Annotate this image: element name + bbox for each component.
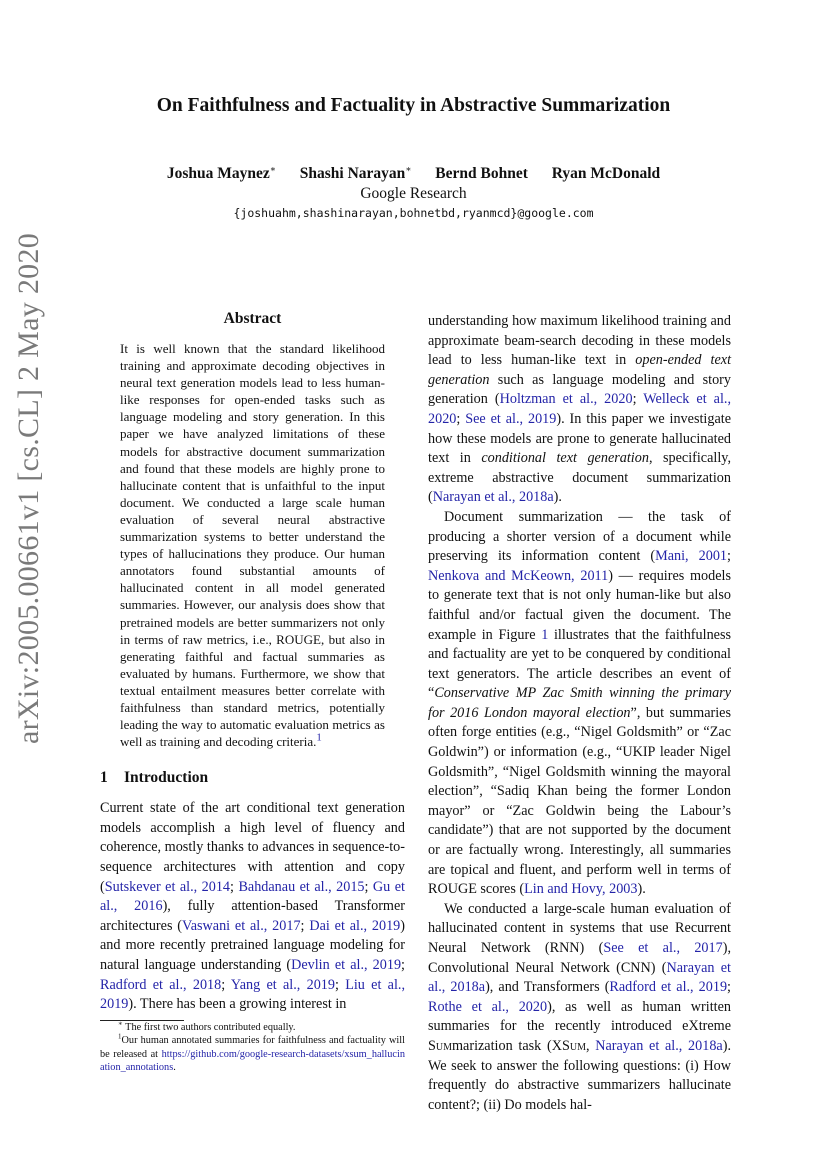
footnote-data-release: $^1$Our human annotated summaries for faithfulness and factuality will be released at https://github.com/google-research-datasets/xsum_hallucination_annotations. [100,1032,405,1073]
footnotes [100,1021,405,1075]
citation-link[interactable]: Narayan et al., 2018a [595,1037,723,1054]
body-paragraph: Document summarization — the task of producing a shorter version of a document while preserving its information content (Mani, 2001; Nenkova and McKeown, 2011) — requires models to generate text that is not only human-like but also faithful and/or factual given the document. The example in Figure 1 illustrates that the faithfulness and factuality are yet to be conquered by conditional text generators. The article describes an event of “Conservative MP Zac Smith winning the primary for 2016 London mayoral election”, but summaries often forge entities (e.g., “Nigel Goldsmith” or “Zac Goldwin”) or information (e.g., “UKIP leader Nigel Goldsmith”, “Nigel Goldsmith winning the mayoral election”, “Sadiq Khan being the former London mayor” or “Zac Goldwin being the Labour’s candidate”) that are not supported by the document or are factually wrong. Interestingly, all summaries are topical and fluent, and perform well in terms of ROUGE scores (Lin and Hovy, 2003). [428,508,732,898]
citation-link[interactable]: Nenkova and McKeown, 2011 [428,567,609,584]
citation-link[interactable]: Welleck et al., 2020 [428,391,731,427]
citation-link[interactable]: Sutskever et al., 2014 [104,878,231,895]
citation-link[interactable]: Lin and Hovy, 2003 [524,881,638,898]
citation-link[interactable]: Narayan et al., 2018a [428,959,731,996]
abstract-heading: Abstract [223,310,282,327]
footnote-ref[interactable]: 1 [316,731,322,744]
citation-link[interactable]: Radford et al., 2019 [609,979,728,996]
citation-link[interactable]: See et al., 2017 [603,940,723,956]
citation-link[interactable]: Bahdanau et al., 2015 [238,878,365,895]
author-list [0,165,827,183]
citation-link[interactable]: See et al., 2019 [465,410,557,427]
citation-link[interactable]: Dai et al., 2019 [309,917,401,934]
citation-link[interactable]: Rothe et al., 2020 [428,998,548,1015]
citation-link[interactable]: Vaswani et al., 2017 [182,917,301,934]
arxiv-stamp: arXiv:2005.00661v1 [cs.CL] 2 May 2020 [12,232,45,744]
paper-title: On Faithfulness and Factuality in Abstractive Summarization [156,95,671,116]
body-paragraph: We conducted a large-scale human evaluation of hallucinated content in systems that use Recurrent Neural Network (RNN) (See et al., 2017), Convolutional Neural Network (CNN) (Narayan et al., 2018a), and Transformers (Radford et al., 2019; Rothe et al., 2020), as well as human written summaries for the recently introduced eXtreme Summarization task (XSum, Narayan et al., 2018a). We seek to answer the following questions: (i) How frequently do abstractive summarizers hallucinate content?; (ii) Do models hal- [428,900,731,1113]
citation-link[interactable]: Mani, 2001 [655,548,728,565]
citation-link[interactable]: Narayan et al., 2018a [432,489,554,506]
author: Joshua Maynez∗ [166,163,276,182]
section-heading-introduction: 1 Introduction [100,769,209,787]
author: Shashi Narayan∗ [299,163,412,182]
affiliation: Google Research [360,185,467,202]
footnote-equal-contribution: ∗ The first two authors contributed equally. [118,1019,296,1033]
citation-link[interactable]: Radford et al., 2018 [100,976,222,993]
intro-paragraph: Current state of the art conditional text generation models accomplish a high level of fluency and coherence, mostly thanks to advances in sequence-to-sequence architectures with attention and copy (Sutskever et al., 2014; Bahdanau et al., 2015; Gu et al., 2016), fully attention-based Transformer architectures (Vaswani et al., 2017; Dai et al., 2019) and more recently pretrained language modeling for natural language understanding (Devlin et al., 2019; Radford et al., 2018; Yang et al., 2019; Liu et al., 2019). There has been a growing interest in [100,800,406,1013]
citation-link[interactable]: Yang et al., 2019 [230,976,335,993]
citation-link[interactable]: Gu et al., 2016 [100,878,405,915]
body-paragraph: understanding how maximum likelihood training and approximate beam-search decoding in these models lead to less human-like text in open-ended text generation such as language modeling and story generation (Holtzman et al., 2020; Welleck et al., 2020; See et al., 2019). In this paper we investigate how these models are prone to generate hallucinated text in conditional text generation, specifically, extreme abstractive document summarization (Narayan et al., 2018a). [428,313,732,506]
left-column [100,310,405,1074]
author: Bernd Bohnet [435,165,528,182]
author-emails: {joshuahm,shashinarayan,bohnetbd,ryanmcd}@google.com [233,206,594,220]
right-column [428,312,731,1115]
citation-link[interactable]: Liu et al., 2019 [100,976,406,1013]
github-link[interactable]: https://github.com/google-research-datasets/xsum_hallucination_annotations [100,1048,405,1073]
citation-link[interactable]: Holtzman et al., 2020 [499,391,633,408]
citation-link[interactable]: Devlin et al., 2019 [291,957,402,973]
figure-ref[interactable]: 1 [541,626,549,643]
author: Ryan McDonald [551,165,661,182]
abstract-body: It is well known that the standard likelihood training and approximate decoding objectives in neural text generation models lead to less human-like responses for open-ended tasks such as language modeling and story generation. In this paper we have analyzed limitations of these models for abstractive document summarization and found that these models are highly prone to hallucinate content that is unfaithful to the input document. We conducted a large scale human evaluation of several neural abstractive summarization systems to better understand the types of hallucinations they produce. Our human annotators found substantial amounts of hallucinated content in all model generated summaries. However, our analysis does show that pretrained models are better summarizers not only in terms of raw metrics, i.e., ROUGE, but also in generating faithful and factual summaries as evaluated by humans. Furthermore, we show that textual entailment measures better correlate with faithfulness than standard metrics, potentially leading the way to automatic evaluation metrics as well as training and decoding criteria.$^1$ [120,341,385,750]
